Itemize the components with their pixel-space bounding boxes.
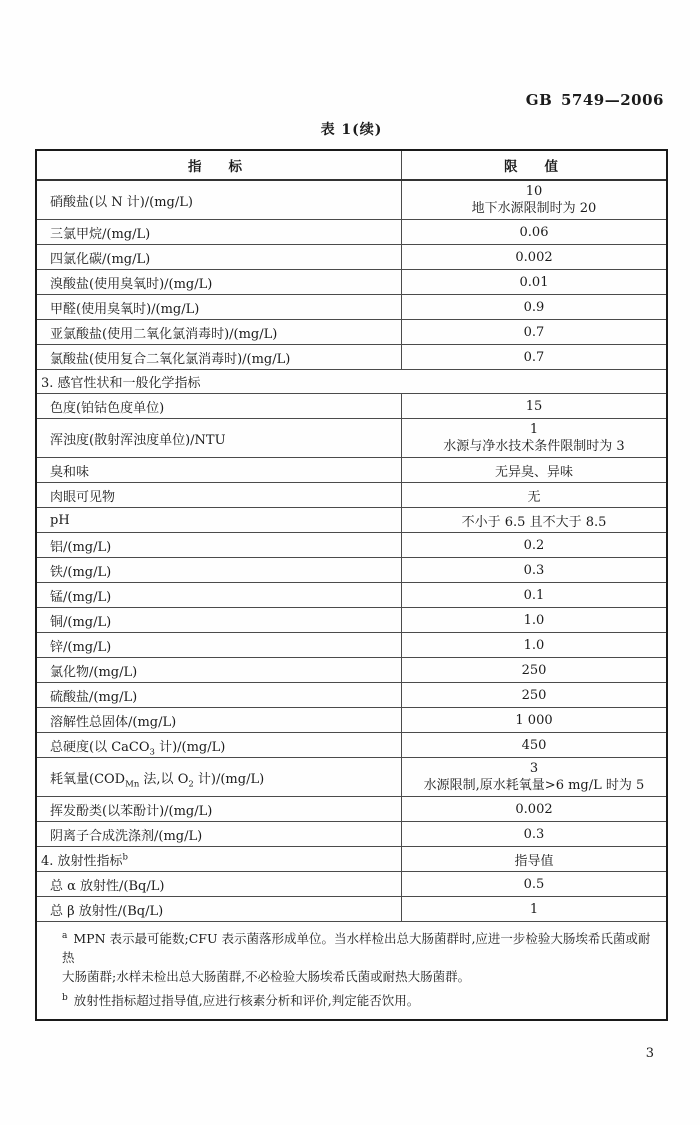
- footnotes-row: [37, 921, 666, 1019]
- indicator-cell: 氯化物/(mg/L): [37, 658, 402, 682]
- indicator-cell: 铜/(mg/L): [37, 608, 402, 632]
- superscript: b: [122, 852, 128, 863]
- indicator-cell: 溶解性总固体/(mg/L): [37, 708, 402, 732]
- table-row: [37, 796, 666, 821]
- subscript: Mn: [125, 779, 140, 790]
- column-header-indicator: 指 标: [37, 151, 402, 179]
- indicator-cell: 硝酸盐(以 N 计)/(mg/L): [37, 181, 402, 219]
- table-row: [37, 457, 666, 482]
- indicator-cell: 肉眼可见物: [37, 483, 402, 507]
- indicator-label: [50, 736, 226, 758]
- limit-cell: [402, 419, 666, 457]
- table-row: [37, 871, 666, 896]
- footnote-a: [62, 929, 656, 986]
- page-number: 3: [645, 1046, 654, 1061]
- footnote-b: [62, 991, 656, 1010]
- indicator-cell: [37, 758, 402, 796]
- table-row: [37, 821, 666, 846]
- section-row: [37, 846, 666, 871]
- limit-cell: 0.7: [523, 324, 545, 340]
- table-row: [37, 219, 666, 244]
- indicator-label: [50, 768, 265, 790]
- limit-cell: 0.06: [519, 224, 549, 240]
- column-header-limit: 限 值: [504, 159, 558, 175]
- table-row: [37, 582, 666, 607]
- section-label: [41, 850, 128, 869]
- indicator-cell: 臭和味: [37, 458, 402, 482]
- table-row: [37, 896, 666, 921]
- footnote-marker: b: [62, 992, 68, 1003]
- table-row: [37, 294, 666, 319]
- limit-cell: 无异臭、异味: [494, 464, 573, 480]
- table-row: [37, 482, 666, 507]
- table-row: [37, 344, 666, 369]
- indicator-cell: 硫酸盐/(mg/L): [37, 683, 402, 707]
- table-row: [37, 319, 666, 344]
- limit-cell: 0.9: [523, 299, 545, 315]
- limit-cell: 250: [521, 687, 547, 703]
- limit-cell: 15: [525, 398, 543, 414]
- limit-line: 3: [529, 761, 539, 776]
- indicator-cell: 挥发酚类(以苯酚计)/(mg/L): [37, 797, 402, 821]
- limit-cell: 0.01: [519, 274, 549, 290]
- table-row: [37, 682, 666, 707]
- section-title: 3. 感官性状和一般化学指标: [41, 376, 201, 391]
- indicator-cell: pH: [37, 508, 402, 532]
- limit-cell: 0.3: [523, 826, 545, 842]
- indicator-cell: 铁/(mg/L): [37, 558, 402, 582]
- indicator-cell: [37, 733, 402, 757]
- indicator-cell: 锌/(mg/L): [37, 633, 402, 657]
- limit-cell: 0.2: [523, 537, 545, 553]
- table-row: [37, 418, 666, 457]
- indicator-cell: 总 α 放射性/(Bq/L): [37, 872, 402, 896]
- indicator-cell: 阴离子合成洗涤剂/(mg/L): [37, 822, 402, 846]
- label-part: 计)/(mg/L): [154, 739, 226, 755]
- label-part: 计)/(mg/L): [193, 771, 265, 787]
- limit-cell: 指导值: [514, 853, 554, 869]
- limit-cell: 1.0: [523, 612, 545, 628]
- label-part: 4. 放射性指标: [41, 853, 123, 869]
- limit-cell: [402, 758, 666, 796]
- footnote-text: 大肠菌群;水样未检出总大肠菌群,不必检验大肠埃希氏菌或耐热大肠菌群。: [62, 969, 471, 984]
- table-row: [37, 393, 666, 418]
- indicator-cell: 亚氯酸盐(使用二氧化氯消毒时)/(mg/L): [37, 320, 402, 344]
- table-title: 表 1(续): [320, 122, 383, 138]
- table-row: [37, 269, 666, 294]
- limit-line: 1: [529, 422, 539, 437]
- footnote-text: MPN 表示最可能数;CFU 表示菌落形成单位。当水样检出总大肠菌群时,应进一步检验大肠埃希氏菌或耐热: [62, 931, 651, 965]
- table-row: [37, 244, 666, 269]
- limit-cell: 1 000: [515, 712, 553, 728]
- limit-cell: 不小于 6.5 且不大于 8.5: [461, 514, 607, 530]
- table-row: [37, 532, 666, 557]
- table-row: [37, 607, 666, 632]
- footnote-marker: a: [62, 930, 68, 941]
- limit-line: 10: [525, 184, 543, 199]
- indicator-cell: 三氯甲烷/(mg/L): [37, 220, 402, 244]
- subscript: 2: [188, 779, 194, 790]
- limit-cell: [402, 181, 666, 219]
- table-row: [37, 507, 666, 532]
- indicator-cell: 铝/(mg/L): [37, 533, 402, 557]
- limit-cell: 0.5: [523, 876, 545, 892]
- subscript: 3: [149, 747, 155, 758]
- indicator-cell: 总 β 放射性/(Bq/L): [37, 897, 402, 921]
- limit-cell: 0.7: [523, 349, 545, 365]
- limit-line: 水源限制,原水耗氧量>6 mg/L 时为 5: [423, 778, 645, 793]
- table-row: [37, 179, 666, 219]
- limit-cell: 0.1: [523, 587, 545, 603]
- limit-cell: 0.3: [523, 562, 545, 578]
- limit-cell: 1: [529, 901, 539, 917]
- limit-cell: 无: [527, 489, 541, 505]
- limit-line: 水源与净水技术条件限制时为 3: [443, 439, 625, 454]
- footnote-text: 放射性指标超过指导值,应进行核素分析和评价,判定能否饮用。: [73, 993, 420, 1008]
- label-part: 耗氧量(COD: [50, 771, 126, 787]
- label-part: 总硬度(以 CaCO: [50, 739, 150, 755]
- table-row: [37, 557, 666, 582]
- indicator-cell: 浑浊度(散射浑浊度单位)/NTU: [37, 419, 402, 457]
- limit-cell: 450: [521, 737, 547, 753]
- indicator-cell: 氯酸盐(使用复合二氧化氯消毒时)/(mg/L): [37, 345, 402, 369]
- section-title: [37, 847, 402, 871]
- table-row: [37, 632, 666, 657]
- standard-number: GB 5749—2006: [525, 91, 664, 109]
- section-row: [37, 369, 666, 393]
- indicator-cell: 色度(铂钴色度单位): [37, 394, 402, 418]
- limit-cell: 1.0: [523, 637, 545, 653]
- indicator-cell: 甲醛(使用臭氧时)/(mg/L): [37, 295, 402, 319]
- table-row: [37, 707, 666, 732]
- table-row: [37, 757, 666, 796]
- footnotes-block: [37, 922, 666, 1019]
- limit-line: 地下水源限制时为 20: [471, 201, 597, 216]
- label-part: 法,以 O: [139, 771, 189, 787]
- table-row: [37, 657, 666, 682]
- indicator-cell: 溴酸盐(使用臭氧时)/(mg/L): [37, 270, 402, 294]
- table-row: [37, 732, 666, 757]
- limit-cell: 0.002: [515, 249, 553, 265]
- indicator-cell: 锰/(mg/L): [37, 583, 402, 607]
- limit-cell: 250: [521, 662, 547, 678]
- indicator-cell: 四氯化碳/(mg/L): [37, 245, 402, 269]
- limit-cell: 0.002: [515, 801, 553, 817]
- table-header-row: [37, 151, 666, 179]
- limits-table: [35, 149, 668, 1021]
